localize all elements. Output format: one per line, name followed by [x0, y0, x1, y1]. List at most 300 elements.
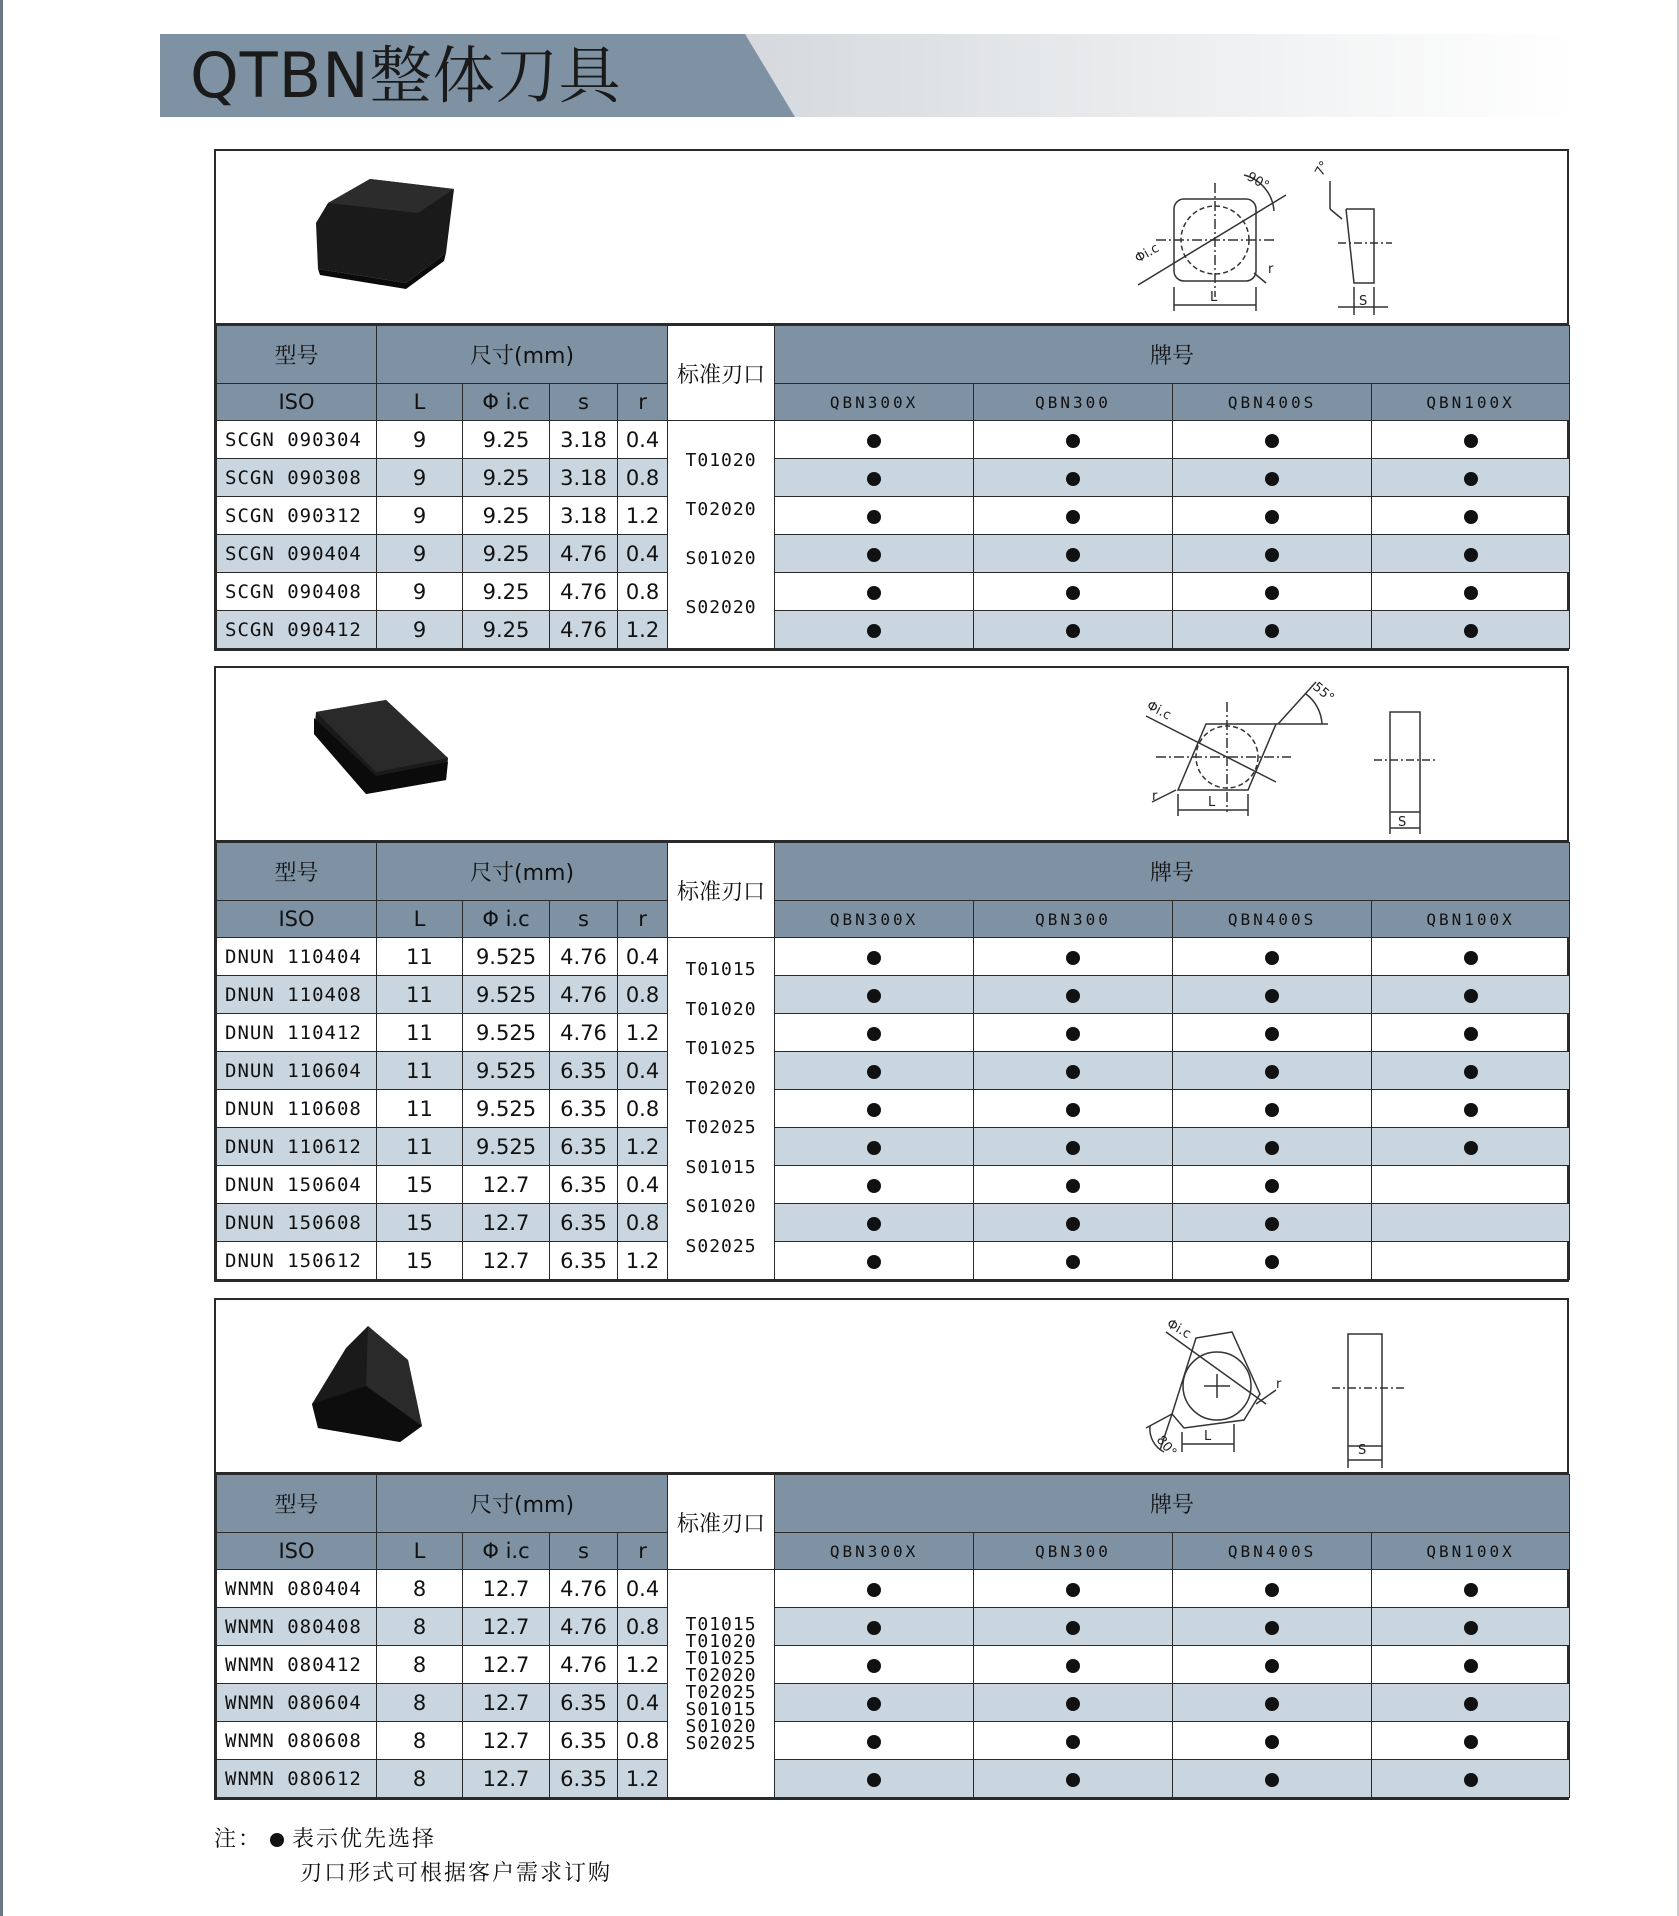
preferred-dot-icon: [867, 548, 881, 562]
table-row: [217, 459, 1570, 497]
edge-cell: [668, 421, 775, 649]
l-cell: 8: [377, 1722, 463, 1760]
preferred-dot-icon: [867, 1217, 881, 1231]
ic-cell: 9.525: [463, 1128, 550, 1166]
edge-header: 标准刃口: [668, 843, 775, 938]
grade-cell: [974, 976, 1173, 1014]
table-row: [217, 1128, 1570, 1166]
edge-code: S02025: [685, 1235, 757, 1257]
r-cell: 0.8: [618, 1204, 668, 1242]
grade-cell: [1372, 1052, 1570, 1090]
l-cell: 9: [377, 421, 463, 459]
edge-code: T02025: [685, 1117, 757, 1139]
iso-cell: SCGN 090408: [217, 573, 377, 611]
page-title: QTBN整体刀具: [190, 39, 622, 112]
iso-cell: WNMN 080408: [217, 1608, 377, 1646]
preferred-dot-icon: [1066, 1659, 1080, 1673]
grade-cell: [1173, 535, 1372, 573]
grade-cell: [974, 1052, 1173, 1090]
preferred-dot-icon: [1464, 1027, 1478, 1041]
preferred-dot-icon: [867, 1065, 881, 1079]
preferred-dot-icon: [1066, 1027, 1080, 1041]
edge-code: S01015: [685, 1698, 757, 1720]
grade-cell: [974, 1204, 1173, 1242]
angle-80-label: 80°: [1152, 1432, 1180, 1461]
ic-cell: 12.7: [463, 1760, 550, 1798]
preferred-dot-icon: [1464, 1103, 1478, 1117]
grade-cell: [1372, 1166, 1570, 1204]
l-label: L: [1208, 795, 1216, 810]
grade-cell: [1372, 1646, 1570, 1684]
s-cell: 4.76: [550, 573, 618, 611]
edge-cell: [668, 938, 775, 1280]
grade-cell: [775, 938, 974, 976]
edge-list: [668, 1613, 774, 1754]
grade-cell: [1173, 1684, 1372, 1722]
insert-image-area: [216, 1300, 1567, 1474]
grade-header: QBN300X: [775, 1533, 974, 1570]
preferred-dot-icon: [867, 1659, 881, 1673]
edge-code: S01015: [685, 1156, 757, 1178]
grade-cell: [1372, 1090, 1570, 1128]
iso-header: ISO: [217, 901, 377, 938]
preferred-dot-icon: [1265, 1141, 1279, 1155]
s-label: S: [1398, 815, 1407, 830]
r-cell: 0.8: [618, 573, 668, 611]
r-cell: 0.4: [618, 421, 668, 459]
grade-cell: [1173, 1090, 1372, 1128]
ic-cell: 9.25: [463, 611, 550, 649]
grade-cell: [974, 1646, 1173, 1684]
s-label: S: [1359, 294, 1368, 309]
ic-cell: 12.7: [463, 1646, 550, 1684]
preferred-dot-icon: [1066, 1697, 1080, 1711]
l-cell: 11: [377, 1014, 463, 1052]
edge-list: [668, 437, 774, 632]
iso-cell: SCGN 090412: [217, 611, 377, 649]
s-cell: 6.35: [550, 1760, 618, 1798]
preferred-dot-icon: [867, 1255, 881, 1269]
ic-cell: 12.7: [463, 1166, 550, 1204]
grade-cell: [1173, 611, 1372, 649]
l-cell: 11: [377, 1052, 463, 1090]
l-header: L: [377, 384, 463, 421]
table-row: [217, 1166, 1570, 1204]
wnmn-technical-drawing: [1116, 1304, 1536, 1468]
grade-header: QBN300: [974, 1533, 1173, 1570]
preferred-dot-icon: [1464, 548, 1478, 562]
grade-cell: [775, 535, 974, 573]
s-cell: 4.76: [550, 1014, 618, 1052]
s-cell: 4.76: [550, 1570, 618, 1608]
s-label: S: [1358, 1443, 1367, 1458]
preferred-dot-icon: [867, 1103, 881, 1117]
preferred-dot-icon: [1265, 1697, 1279, 1711]
edge-code: T01020: [685, 1630, 757, 1652]
preferred-dot-icon: [1464, 1735, 1478, 1749]
edge-code: T01015: [685, 1613, 757, 1635]
grade-cell: [1173, 1242, 1372, 1280]
grade-cell: [775, 1760, 974, 1798]
grade-header: QBN300: [974, 901, 1173, 938]
grade-cell: [974, 459, 1173, 497]
grade-cell: [775, 1128, 974, 1166]
grade-cell: [1173, 573, 1372, 611]
grade-cell: [1372, 535, 1570, 573]
ic-cell: 9.25: [463, 459, 550, 497]
note-line-2: 刃口形式可根据客户需求订购: [300, 1861, 613, 1886]
edge-header: 标准刃口: [668, 326, 775, 421]
preferred-dot-icon: [867, 1179, 881, 1193]
l-header: L: [377, 901, 463, 938]
s-cell: 6.35: [550, 1684, 618, 1722]
preferred-dot-icon: [1265, 548, 1279, 562]
ic-cell: 12.7: [463, 1684, 550, 1722]
table-row: [217, 1204, 1570, 1242]
l-cell: 9: [377, 497, 463, 535]
r-cell: 0.8: [618, 976, 668, 1014]
grade-cell: [775, 1722, 974, 1760]
grade-cell: [1173, 1204, 1372, 1242]
preferred-dot-icon: [1066, 510, 1080, 524]
preferred-dot-icon: [1464, 434, 1478, 448]
s-cell: 6.35: [550, 1242, 618, 1280]
preferred-dot-icon: [1066, 472, 1080, 486]
preferred-dot-icon: [1265, 586, 1279, 600]
r-cell: 0.8: [618, 1722, 668, 1760]
table-row: [217, 1090, 1570, 1128]
grade-cell: [775, 611, 974, 649]
model-header: 型号: [217, 326, 377, 384]
r-cell: 0.4: [618, 1166, 668, 1204]
edge-code: S01020: [685, 1196, 757, 1218]
size-header: 尺寸(mm): [377, 326, 668, 384]
preferred-dot-icon: [1066, 1621, 1080, 1635]
iso-header: ISO: [217, 1533, 377, 1570]
note-line-1: 表示优先选择: [292, 1827, 437, 1852]
preferred-dot-icon: [867, 1773, 881, 1787]
grade-cell: [775, 1242, 974, 1280]
r-cell: 1.2: [618, 1128, 668, 1166]
iso-cell: WNMN 080612: [217, 1760, 377, 1798]
table-row: [217, 1760, 1570, 1798]
l-cell: 11: [377, 938, 463, 976]
l-cell: 15: [377, 1166, 463, 1204]
r-cell: 1.2: [618, 1646, 668, 1684]
iso-cell: WNMN 080604: [217, 1684, 377, 1722]
insert-block-scgn: [214, 149, 1569, 651]
l-cell: 15: [377, 1204, 463, 1242]
angle-90-label: 90°: [1244, 169, 1272, 194]
r-cell: 1.2: [618, 497, 668, 535]
r-cell: 0.4: [618, 938, 668, 976]
r-cell: 0.8: [618, 459, 668, 497]
ic-cell: 9.525: [463, 976, 550, 1014]
table-row: [217, 1014, 1570, 1052]
grade-cell: [1372, 1760, 1570, 1798]
s-cell: 6.35: [550, 1052, 618, 1090]
s-header: s: [550, 384, 618, 421]
r-header: r: [618, 1533, 668, 1570]
ic-cell: 9.25: [463, 421, 550, 459]
l-cell: 9: [377, 611, 463, 649]
grade-cell: [775, 1014, 974, 1052]
preferred-dot-icon: [1265, 510, 1279, 524]
ic-cell: 12.7: [463, 1722, 550, 1760]
spec-table: [216, 842, 1570, 1280]
grade-cell: [1173, 1166, 1372, 1204]
s-cell: 4.76: [550, 535, 618, 573]
preferred-dot-icon: [1265, 951, 1279, 965]
grade-cell: [974, 1570, 1173, 1608]
preferred-dot-icon: [1265, 989, 1279, 1003]
trigon-insert-photo: [306, 1320, 466, 1450]
ic-header: Φ i.c: [463, 384, 550, 421]
iso-cell: SCGN 090404: [217, 535, 377, 573]
preferred-dot-icon: [1265, 1027, 1279, 1041]
edge-code: T01015: [685, 959, 757, 981]
preferred-dot-icon: [1464, 1659, 1478, 1673]
grade-cell: [775, 1684, 974, 1722]
table-row: [217, 1684, 1570, 1722]
ic-cell: 12.7: [463, 1242, 550, 1280]
grade-cell: [1372, 1242, 1570, 1280]
brand-header: 牌号: [775, 1475, 1570, 1533]
iso-cell: SCGN 090304: [217, 421, 377, 459]
r-cell: 0.8: [618, 1090, 668, 1128]
brand-header: 牌号: [775, 326, 1570, 384]
grade-cell: [974, 1090, 1173, 1128]
s-cell: 4.76: [550, 1646, 618, 1684]
preferred-dot-icon: [867, 510, 881, 524]
edge-code: T02025: [685, 1681, 757, 1703]
grade-cell: [1173, 497, 1372, 535]
preferred-dot-icon: [1066, 434, 1080, 448]
r-cell: 1.2: [618, 1760, 668, 1798]
grade-cell: [1372, 497, 1570, 535]
grade-cell: [1173, 1128, 1372, 1166]
grade-cell: [1372, 611, 1570, 649]
iso-cell: DNUN 150612: [217, 1242, 377, 1280]
l-cell: 11: [377, 1128, 463, 1166]
edge-code: S02020: [685, 596, 757, 618]
grade-cell: [1173, 459, 1372, 497]
preferred-dot-icon: [867, 1735, 881, 1749]
grade-cell: [1372, 459, 1570, 497]
preferred-dot-icon: [1066, 548, 1080, 562]
iso-cell: DNUN 150604: [217, 1166, 377, 1204]
edge-code: T02020: [685, 1664, 757, 1686]
model-header: 型号: [217, 1475, 377, 1533]
preferred-dot-icon: [1265, 472, 1279, 486]
preferred-dot-icon: [867, 472, 881, 486]
s-cell: 6.35: [550, 1722, 618, 1760]
preferred-dot-icon: [1066, 1583, 1080, 1597]
preferred-dot-icon: [1066, 586, 1080, 600]
grade-cell: [974, 1128, 1173, 1166]
grade-cell: [974, 1608, 1173, 1646]
table-row: [217, 1052, 1570, 1090]
r-cell: 1.2: [618, 1014, 668, 1052]
s-cell: 4.76: [550, 611, 618, 649]
s-header: s: [550, 901, 618, 938]
preferred-dot-icon: [1066, 1217, 1080, 1231]
l-cell: 8: [377, 1646, 463, 1684]
grade-cell: [974, 1014, 1173, 1052]
r-label: r: [1268, 262, 1274, 277]
scgn-technical-drawing: [1116, 155, 1536, 319]
ic-cell: 9.525: [463, 1052, 550, 1090]
preferred-dot-icon: [867, 1583, 881, 1597]
square-insert-photo: [306, 171, 466, 301]
insert-image-area: [216, 151, 1567, 325]
preferred-dot-icon: [1265, 1179, 1279, 1193]
grade-header: QBN100X: [1372, 1533, 1570, 1570]
preferred-dot-icon: [867, 951, 881, 965]
grade-cell: [1372, 976, 1570, 1014]
ic-cell: 9.525: [463, 1014, 550, 1052]
preferred-dot-icon: [1464, 989, 1478, 1003]
preferred-dot-icon: [1464, 586, 1478, 600]
preferred-dot-icon: [1464, 510, 1478, 524]
grade-cell: [974, 611, 1173, 649]
edge-code: T02020: [685, 499, 757, 521]
grade-cell: [1173, 1052, 1372, 1090]
ic-label: Φi.c: [1144, 698, 1174, 724]
grade-cell: [1173, 1646, 1372, 1684]
table-row: [217, 1570, 1570, 1608]
preferred-dot-icon: [1066, 1179, 1080, 1193]
grade-cell: [775, 459, 974, 497]
preferred-dot-icon: [1066, 951, 1080, 965]
l-cell: 15: [377, 1242, 463, 1280]
ic-label: Φi.c: [1132, 240, 1162, 267]
grade-cell: [1173, 1722, 1372, 1760]
grade-cell: [1372, 1608, 1570, 1646]
ic-cell: 9.25: [463, 535, 550, 573]
l-cell: 11: [377, 976, 463, 1014]
s-cell: 6.35: [550, 1128, 618, 1166]
table-row: [217, 1646, 1570, 1684]
grade-cell: [1173, 1014, 1372, 1052]
grade-cell: [775, 1052, 974, 1090]
s-cell: 3.18: [550, 459, 618, 497]
grade-cell: [1173, 1760, 1372, 1798]
grade-header: QBN100X: [1372, 901, 1570, 938]
preferred-dot-icon: [1066, 1103, 1080, 1117]
grade-cell: [1173, 976, 1372, 1014]
edge-list: [668, 951, 774, 1267]
preferred-dot-icon: [1265, 1773, 1279, 1787]
iso-cell: DNUN 110408: [217, 976, 377, 1014]
iso-cell: DNUN 110412: [217, 1014, 377, 1052]
angle-55-label: 55°: [1309, 679, 1337, 706]
grade-cell: [1173, 938, 1372, 976]
grade-cell: [1372, 1128, 1570, 1166]
preferred-dot-icon: [1066, 1065, 1080, 1079]
grade-cell: [1173, 1608, 1372, 1646]
l-header: L: [377, 1533, 463, 1570]
preferred-dot-icon: [1265, 1065, 1279, 1079]
edge-code: T02020: [685, 1077, 757, 1099]
preferred-dot-icon: [1066, 624, 1080, 638]
r-header: r: [618, 901, 668, 938]
preferred-dot-icon: [1066, 1255, 1080, 1269]
r-cell: 0.8: [618, 1608, 668, 1646]
grade-cell: [775, 1090, 974, 1128]
ic-header: Φ i.c: [463, 901, 550, 938]
grade-cell: [1173, 1570, 1372, 1608]
s-cell: 6.35: [550, 1090, 618, 1128]
spec-table: [216, 1474, 1570, 1798]
ic-cell: 9.25: [463, 497, 550, 535]
r-cell: 0.4: [618, 1570, 668, 1608]
ic-label: Φi.c: [1164, 1316, 1194, 1343]
grade-cell: [775, 497, 974, 535]
table-row: [217, 535, 1570, 573]
grade-header: QBN400S: [1173, 384, 1372, 421]
r-cell: 0.4: [618, 1052, 668, 1090]
preferred-dot-icon: [1464, 1065, 1478, 1079]
note-prefix: 注：: [214, 1827, 263, 1852]
preferred-dot-icon: [1464, 1697, 1478, 1711]
preferred-dot-icon: [867, 434, 881, 448]
l-label: L: [1204, 1429, 1212, 1444]
table-row: [217, 497, 1570, 535]
grade-cell: [775, 1204, 974, 1242]
grade-cell: [1372, 938, 1570, 976]
l-cell: 8: [377, 1570, 463, 1608]
edge-code: S01020: [685, 547, 757, 569]
iso-header: ISO: [217, 384, 377, 421]
page-left-edge: [0, 0, 3, 1916]
table-row: [217, 976, 1570, 1014]
preferred-dot-icon: [270, 1833, 284, 1847]
preferred-dot-icon: [1265, 434, 1279, 448]
iso-cell: WNMN 080412: [217, 1646, 377, 1684]
size-header: 尺寸(mm): [377, 1475, 668, 1533]
grade-header: QBN100X: [1372, 384, 1570, 421]
iso-cell: SCGN 090308: [217, 459, 377, 497]
s-cell: 4.76: [550, 1608, 618, 1646]
preferred-dot-icon: [1464, 1141, 1478, 1155]
r-cell: 1.2: [618, 611, 668, 649]
grade-header: QBN300X: [775, 901, 974, 938]
iso-cell: DNUN 110604: [217, 1052, 377, 1090]
grade-cell: [775, 1166, 974, 1204]
grade-cell: [1372, 1722, 1570, 1760]
edge-code: S02025: [685, 1732, 757, 1754]
s-cell: 3.18: [550, 497, 618, 535]
ic-cell: 12.7: [463, 1608, 550, 1646]
table-row: [217, 1722, 1570, 1760]
l-cell: 8: [377, 1760, 463, 1798]
grade-cell: [775, 573, 974, 611]
size-header: 尺寸(mm): [377, 843, 668, 901]
grade-cell: [1372, 573, 1570, 611]
preferred-dot-icon: [1265, 1735, 1279, 1749]
ic-cell: 9.25: [463, 573, 550, 611]
grade-header: QBN400S: [1173, 1533, 1372, 1570]
preferred-dot-icon: [1265, 1217, 1279, 1231]
grade-cell: [1173, 421, 1372, 459]
l-cell: 9: [377, 535, 463, 573]
grade-cell: [974, 1684, 1173, 1722]
preferred-dot-icon: [867, 624, 881, 638]
grade-cell: [974, 497, 1173, 535]
l-cell: 11: [377, 1090, 463, 1128]
preferred-dot-icon: [867, 1141, 881, 1155]
